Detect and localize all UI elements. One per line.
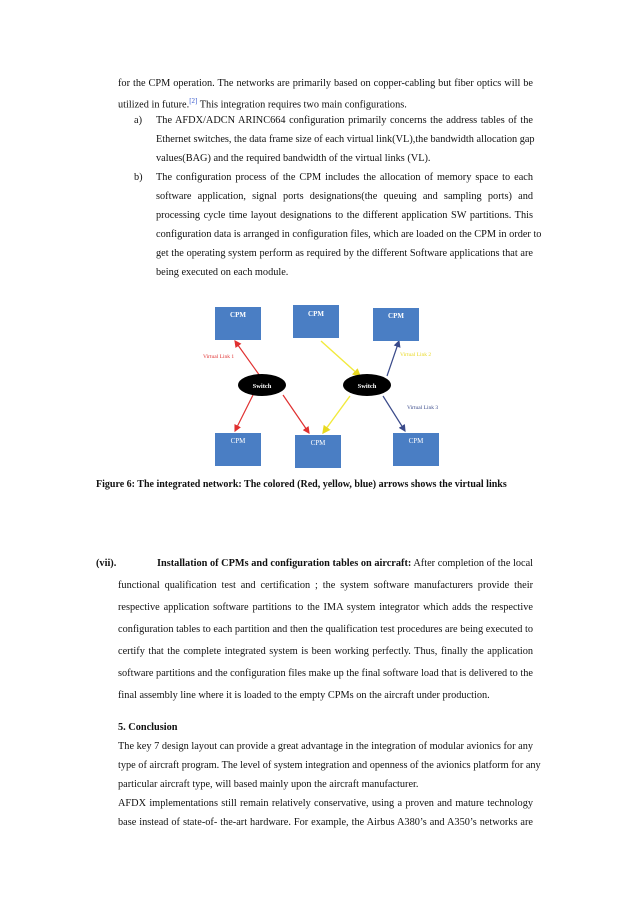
section-vii-line: final assembly line where it is loaded to the empty CPMs on the aircraft under production. [118,690,490,701]
yellow-arrow [323,396,350,433]
cpm-label: CPM [310,439,326,447]
list-b-line: configuration data is arranged in configuration files, which are loaded on the CPM in order to [156,229,542,240]
conclusion-heading: 5. Conclusion [118,722,178,733]
section-vii-line: configuration tables to each partition and then the qualification test procedures are being executed to [118,624,533,635]
cpm-label: CPM [388,312,404,320]
conclusion-line: base instead of state-of- the-art hardware. For example, the Airbus A380’s and A350’s networks are [118,817,533,828]
cpm-label: CPM [408,437,424,445]
list-b-line: get the operating system perform as required by the different Software applications that are [156,248,533,259]
cpm-label: CPM [230,311,246,319]
intro-line-1: for the CPM operation. The networks are primarily based on copper-cabling but fiber optics will be [118,78,533,89]
blue-arrow [383,396,405,431]
section-first-line-rest: After completion of the local [413,558,533,569]
section-vii-first-line [157,558,533,569]
blue-arrow [387,341,399,376]
list-b-line: processing cycle time layout designations to the different application SW partitions. This [156,210,533,221]
yellow-arrow [321,341,360,376]
section-vii-line: certify that the complete integrated system is been working perfectly. Thus, finally the application [118,646,533,657]
virtual-link-3-label: Virtual Link 3 [407,405,439,411]
list-b-line: The configuration process of the CPM includes the allocation of memory space to each [156,172,533,183]
list-label-b: b) [134,172,143,183]
virtual-link-1-label: Virtual Link 1 [203,354,235,360]
section-vii-line: software partitions and the configuration files make up the final software load that is delivered to the [118,668,533,679]
switch-label: Switch [357,383,377,390]
list-b-line: software application, signal ports designations(the queuing and sampling ports) and [156,191,533,202]
conclusion-line: type of aircraft program. The level of system integration and openness of the avionics platform for any [118,760,541,771]
section-heading: Installation of CPMs and configuration tables on aircraft: [157,558,412,569]
section-vii-line: functional qualification test and certification ; the system software manufacturers provide their [118,580,533,591]
cpm-label: CPM [230,437,246,445]
list-a-line: Ethernet switches, the data frame size of each virtual link(VL),the bandwidth allocation gap [156,134,535,145]
red-arrow [283,395,309,433]
figure-caption: Figure 6: The integrated network: The colored (Red, yellow, blue) arrows shows the virtual links [96,479,507,490]
conclusion-line: AFDX implementations still remain relatively conservative, using a proven and mature technology [118,798,533,809]
citation-link[interactable]: [2] [189,97,198,105]
list-a-line: The AFDX/ADCN ARINC664 configuration primarily concerns the address tables of the [156,115,533,126]
red-arrow [235,341,260,376]
red-arrow [235,395,253,431]
switch-label: Switch [252,383,272,390]
section-vii-line: respective application software partitions to the IMA system integrator which adds the respective [118,602,533,613]
list-b-line: being executed on each module. [156,267,289,278]
list-a-line: values(BAG) and the required bandwidth of the virtual links (VL). [156,153,431,164]
section-number: (vii). [96,558,117,569]
conclusion-line: The key 7 design layout can provide a great advantage in the integration of modular avionics for any [118,741,533,752]
cpm-label: CPM [308,310,324,318]
intro-line-2-rest: This integration requires two main configurations. [197,99,407,111]
list-label-a: a) [134,115,142,126]
network-diagram [195,297,453,469]
virtual-link-2-label: Virtual Link 2 [400,352,432,358]
conclusion-line: particular aircraft type, will based mainly upon the aircraft manufacturer. [118,779,419,790]
intro-line-2-text: utilized in future. [118,99,190,111]
intro-line-2 [118,97,533,110]
